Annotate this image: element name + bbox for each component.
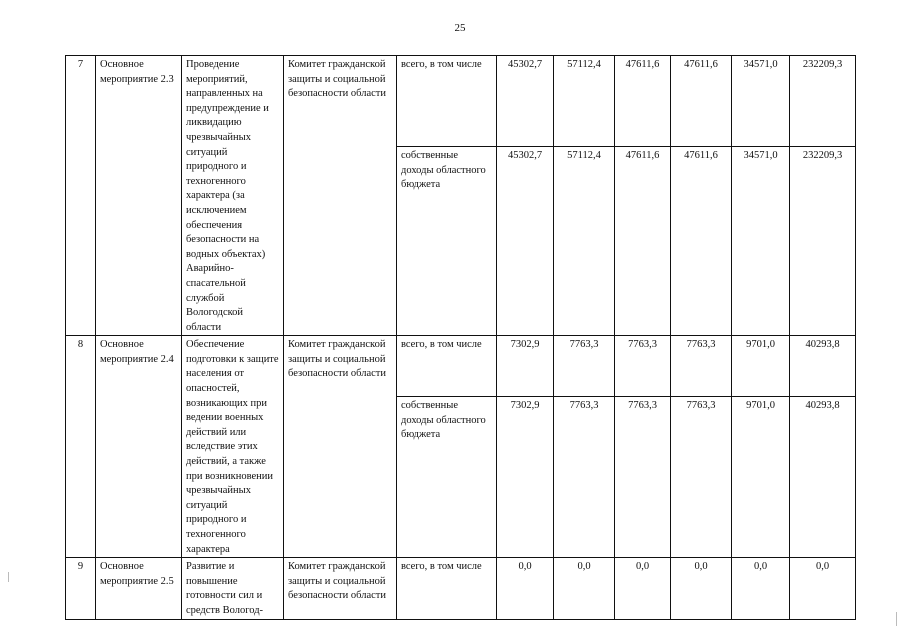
source-label: собственные доходы областного бюджета [397,147,497,336]
event-name: Основное мероприятие 2.4 [96,336,182,558]
page-number: 25 [454,22,466,34]
value-cell: 7763,3 [671,397,732,558]
source-label: всего, в том числе [397,336,497,397]
table-row [66,56,856,147]
value-cell: 7763,3 [554,397,615,558]
value-total: 0,0 [790,558,856,619]
value-cell: 9701,0 [732,336,790,397]
scan-artifact [8,572,9,582]
value-cell: 7763,3 [615,336,671,397]
value-cell: 57112,4 [554,147,615,336]
budget-table [65,55,856,620]
value-cell: 45302,7 [497,56,554,147]
event-executor: Комитет гражданской защиты и социальной безопасности области [284,336,397,558]
value-cell: 7763,3 [671,336,732,397]
value-cell: 34571,0 [732,56,790,147]
value-cell: 34571,0 [732,147,790,336]
value-cell: 0,0 [497,558,554,619]
value-cell: 0,0 [732,558,790,619]
value-cell: 47611,6 [615,56,671,147]
value-cell: 45302,7 [497,147,554,336]
event-description: Развитие и повышение готовности сил и средств Вологод- [182,558,284,619]
value-cell: 57112,4 [554,56,615,147]
row-number: 9 [66,558,96,619]
source-label: собственные доходы областного бюджета [397,397,497,558]
value-cell: 47611,6 [671,147,732,336]
value-total: 232209,3 [790,147,856,336]
value-total: 40293,8 [790,336,856,397]
value-total: 232209,3 [790,56,856,147]
value-cell: 7763,3 [554,336,615,397]
value-cell: 0,0 [615,558,671,619]
event-executor: Комитет гражданской защиты и социальной безопасности области [284,56,397,336]
value-cell: 47611,6 [615,147,671,336]
value-cell: 7763,3 [615,397,671,558]
event-description: Обеспечение подготовки к защите населения от опасностей, возникающих при ведении военных действий или вследствие этих действий, а также при возникновении чрезвычайных ситуаций природного и техногенного характера [182,336,284,558]
table-row [66,336,856,397]
scan-artifact [896,612,897,626]
event-name: Основное мероприятие 2.5 [96,558,182,619]
table-row [66,558,856,619]
value-cell: 7302,9 [497,397,554,558]
event-executor: Комитет гражданской защиты и социальной безопасности области [284,558,397,619]
value-cell: 9701,0 [732,397,790,558]
row-number: 7 [66,56,96,336]
event-name: Основное мероприятие 2.3 [96,56,182,336]
value-cell: 47611,6 [671,56,732,147]
value-cell: 0,0 [671,558,732,619]
event-description: Проведение мероприятий, направленных на предупреждение и ликвидацию чрезвычайных ситуаций природного и техногенного характера (за исключением обеспечения безопасности на водных объектах) Аварийно-спасательной службой Вологодской области [182,56,284,336]
source-label: всего, в том числе [397,558,497,619]
value-cell: 7302,9 [497,336,554,397]
value-cell: 0,0 [554,558,615,619]
row-number: 8 [66,336,96,558]
value-total: 40293,8 [790,397,856,558]
source-label: всего, в том числе [397,56,497,147]
